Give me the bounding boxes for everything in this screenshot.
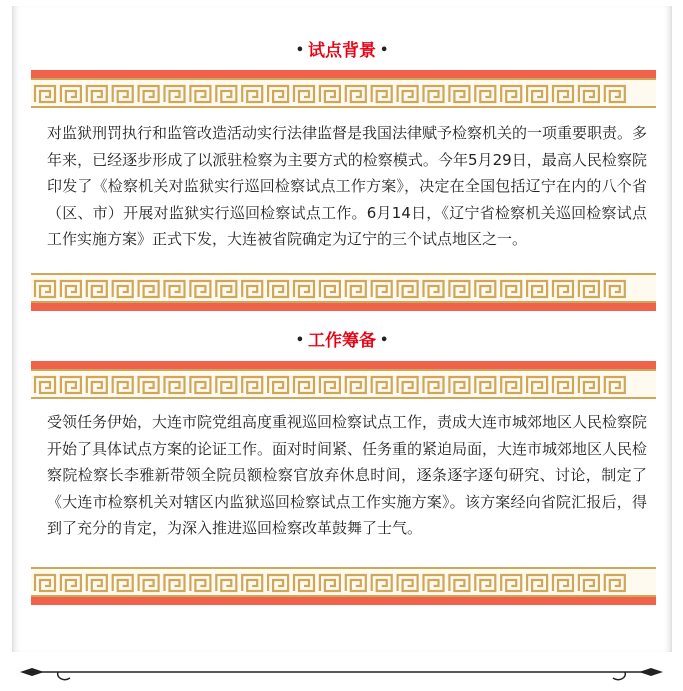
fret-motif [553, 281, 573, 297]
fret-motif [113, 86, 133, 102]
fret-motif [61, 86, 81, 102]
fret-band [31, 361, 656, 399]
bullet-icon: • [380, 43, 389, 58]
key-fret-pattern-icon [33, 83, 654, 105]
fret-motif [346, 377, 366, 393]
fret-motif [268, 377, 288, 393]
fret-motif [35, 377, 55, 393]
fret-motif [424, 575, 444, 591]
fret-motif [475, 281, 495, 297]
fret-motif [424, 281, 444, 297]
fret-motif [113, 281, 133, 297]
fret-motif [449, 86, 469, 102]
fret-motif [579, 377, 599, 393]
fret-motif [35, 86, 55, 102]
fret-band [31, 70, 656, 108]
fret-motif [190, 86, 210, 102]
fret-motif [294, 575, 314, 591]
fret-motif [398, 281, 418, 297]
section-body-preparation: 受领任务伊始，大连市院党组高度重视巡回检察试点工作，责成大连市城郊地区人民检察院开始了具体试点方案的论证工作。面对时间紧、任务重的紧迫局面，大连市城郊地区人民检察院检察长李雅新带领全院员额检察官放弃休息时间，逐条逐字逐句研究、讨论，制定了《大连市检察机关对辖区内监狱巡回检察试点工作实施方案》。该方案经向省院汇报后，得到了充分的肯定，为深入推进巡回检察改革鼓舞了士气。 [47, 413, 648, 537]
fret-motif [61, 377, 81, 393]
fret-motif [242, 281, 262, 297]
fret-motif [139, 86, 159, 102]
fret-motif [87, 281, 107, 297]
fret-motif [165, 86, 185, 102]
fret-motif [346, 575, 366, 591]
fret-motif [398, 575, 418, 591]
fret-motif [61, 281, 81, 297]
key-fret-pattern-icon [33, 374, 654, 396]
fret-motif [216, 377, 236, 393]
fret-motif [501, 281, 521, 297]
article-card [12, 6, 672, 652]
section-body-background: 对监狱刑罚执行和监管改造活动实行法律监督是我国法律赋予检察机关的一项重要职责。多年来，已经逐步形成了以派驻检察为主要方式的检察模式。今年5月29日，最高人民检察院印发了《检察机关对监狱实行巡回检察试点工作方案》，决定在全国包括辽宁在内的八个省（区、市）开展对监狱实行巡回检察试点工作。6月14日，《辽宁省检察机关巡回检察试点工作实施方案》正式下发，大连被省院确定为辽宁的三个试点地区之一。 [47, 124, 648, 248]
fret-motif [346, 86, 366, 102]
fret-motif [190, 281, 210, 297]
fret-motif [139, 575, 159, 591]
fret-motif [475, 575, 495, 591]
fret-motif [87, 377, 107, 393]
fret-motif [190, 575, 210, 591]
fret-motif [501, 575, 521, 591]
fret-motif [398, 377, 418, 393]
fret-motif [320, 86, 340, 102]
fret-motif [605, 281, 625, 297]
fret-motif [372, 281, 392, 297]
fret-motif [475, 377, 495, 393]
fret-motif [605, 575, 625, 591]
fret-motif [139, 377, 159, 393]
fret-motif [320, 281, 340, 297]
section-title-background: • 试点背景 • [295, 41, 389, 61]
fret-band [31, 567, 656, 605]
fret-motif [527, 86, 547, 102]
fret-motif [449, 377, 469, 393]
fret-motif [398, 86, 418, 102]
fret-motif [216, 281, 236, 297]
fret-motif [294, 86, 314, 102]
fret-motif [87, 575, 107, 591]
fret-motif [527, 377, 547, 393]
fret-motif [449, 575, 469, 591]
fret-motif [165, 575, 185, 591]
fret-motif [605, 86, 625, 102]
fret-motif [139, 281, 159, 297]
fret-motif [424, 86, 444, 102]
fret-motif [294, 281, 314, 297]
fret-motif [579, 281, 599, 297]
fret-motif [165, 377, 185, 393]
fret-motif [346, 281, 366, 297]
fret-motif [216, 575, 236, 591]
fret-motif [579, 86, 599, 102]
fret-motif [424, 377, 444, 393]
key-fret-pattern-icon [33, 572, 654, 594]
fret-motif [605, 377, 625, 393]
bullet-icon: • [295, 43, 304, 58]
bullet-icon: • [380, 333, 389, 348]
fret-motif [372, 377, 392, 393]
key-fret-pattern-icon [33, 278, 654, 300]
fret-motif [320, 575, 340, 591]
fret-motif [553, 86, 573, 102]
fret-motif [268, 575, 288, 591]
fret-motif [268, 86, 288, 102]
fret-band [31, 273, 656, 311]
fret-motif [216, 86, 236, 102]
fret-motif [527, 575, 547, 591]
fret-motif [35, 575, 55, 591]
fret-motif [190, 377, 210, 393]
fret-motif [113, 377, 133, 393]
fret-motif [113, 575, 133, 591]
scroll-divider-icon [18, 664, 665, 684]
fret-motif [242, 377, 262, 393]
fret-motif [553, 575, 573, 591]
bullet-icon: • [295, 333, 304, 348]
fret-motif [320, 377, 340, 393]
fret-motif [372, 86, 392, 102]
fret-motif [61, 575, 81, 591]
section-title-preparation: • 工作筹备 • [295, 331, 389, 351]
fret-motif [553, 377, 573, 393]
fret-motif [242, 86, 262, 102]
fret-motif [527, 281, 547, 297]
fret-motif [449, 281, 469, 297]
fret-motif [501, 86, 521, 102]
fret-motif [242, 575, 262, 591]
fret-motif [372, 575, 392, 591]
fret-motif [35, 281, 55, 297]
fret-motif [294, 377, 314, 393]
fret-motif [579, 575, 599, 591]
fret-motif [87, 86, 107, 102]
fret-motif [268, 281, 288, 297]
fret-motif [475, 86, 495, 102]
fret-motif [165, 281, 185, 297]
fret-motif [501, 377, 521, 393]
